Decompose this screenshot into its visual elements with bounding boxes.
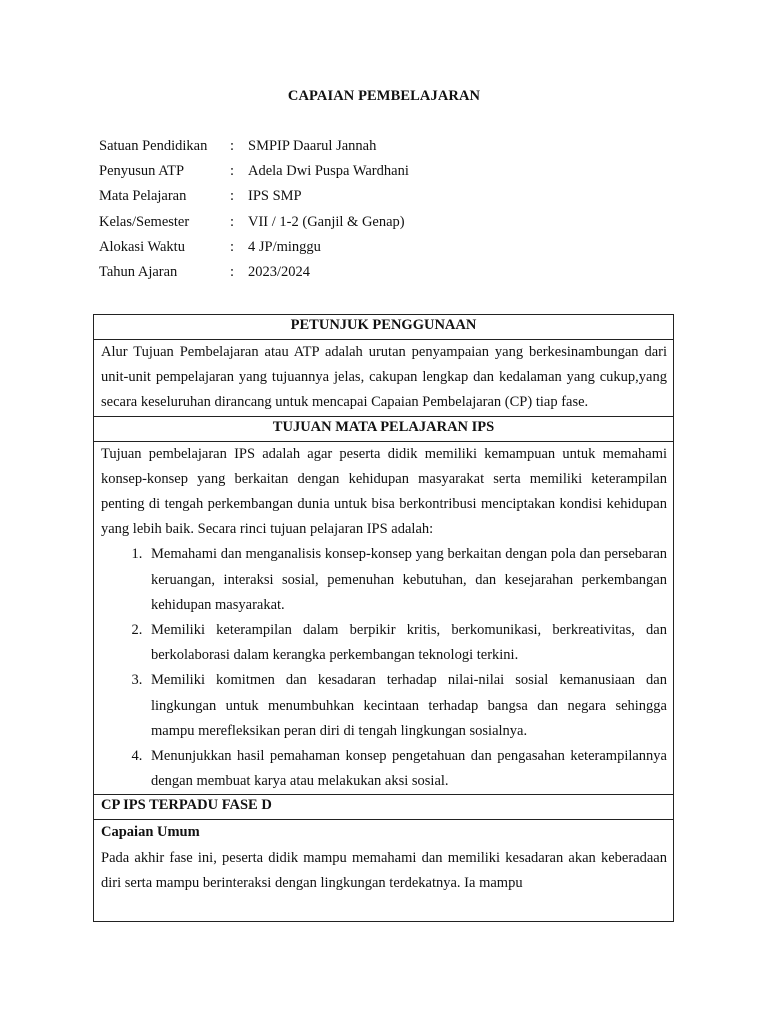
document-title: CAPAIAN PEMBELAJARAN [287, 88, 481, 104]
cp-body [94, 820, 673, 896]
metadata-value: VII / 1-2 (Ganjil & Genap) [248, 213, 405, 230]
tujuan-heading: TUJUAN MATA PELAJARAN IPS [94, 417, 673, 442]
metadata-colon: : [230, 163, 235, 180]
list-item: 3. Memiliki komitmen dan kesadaran terhadap nilai-nilai sosial kemanusiaan dan lingkungan untuk menumbuhkan kecintaan terhadap bangsa dan negara sehingga mampu merefleksikan peran diri di tengah lingkungan sosialnya. [146, 668, 667, 744]
cp-heading: CP IPS TERPADU FASE D [94, 795, 673, 820]
metadata-value: 4 JP/minggu [248, 238, 321, 255]
metadata-colon: : [230, 138, 235, 154]
petunjuk-body [94, 340, 673, 417]
cp-text: Pada akhir fase ini, peserta didik mampu memahami dan memiliki kesadaran akan keberadaan diri serta mampu berinteraksi dengan lingkungan terdekatnya. Ia mampu [101, 849, 667, 891]
tujuan-list [101, 542, 667, 794]
tujuan-intro: Tujuan pembelajaran IPS adalah agar peserta didik memiliki kemampuan untuk memahami konsep-konsep yang berkaitan dengan kehidupan masyarakat serta memiliki keterampilan penting di tengah perkembangan dunia untuk bisa berkontribusi menciptakan kondisi kehidupan yang lebih baik. Secara rinci tujuan pelajaran IPS adalah: [101, 445, 667, 538]
metadata-label: Penyusun ATP [99, 163, 185, 180]
metadata-colon: : [230, 238, 235, 255]
list-item: 4. Menunjukkan hasil pemahaman konsep pengetahuan dan pengasahan keterampilannya dengan membuat karya atau melakukan aksi sosial. [146, 744, 667, 794]
metadata-row [99, 238, 409, 263]
tujuan-body [94, 442, 673, 796]
metadata-list [99, 137, 409, 288]
metadata-row [99, 213, 409, 238]
cp-subheading: Capaian Umum [101, 824, 200, 841]
metadata-row [99, 137, 409, 162]
metadata-label: Kelas/Semester [99, 213, 190, 230]
metadata-value: SMPIP Daarul Jannah [248, 138, 377, 154]
metadata-value: 2023/2024 [248, 263, 311, 280]
metadata-colon: : [230, 188, 235, 205]
metadata-row [99, 187, 409, 212]
list-item: 1. Memahami dan menganalisis konsep-konsep yang berkaitan dengan pola dan persebaran keruangan, interaksi sosial, pemenuhan kebutuhan, dan kesejarahan perkembangan kehidupan masyarakat. [146, 542, 667, 618]
metadata-colon: : [230, 213, 235, 230]
content-table [93, 314, 674, 922]
metadata-value: Adela Dwi Puspa Wardhani [248, 163, 409, 180]
metadata-label: Alokasi Waktu [99, 238, 185, 255]
metadata-row [99, 162, 409, 187]
petunjuk-text: Alur Tujuan Pembelajaran atau ATP adalah urutan penyampaian yang berkesinambungan dari unit-unit pempelajaran yang tujuannya jelas, cakupan lengkap dan kedalaman yang cukup,yang secara keseluruhan dirancang untuk mencapai Capaian Pembelajaran (CP) tiap fase. [101, 344, 667, 411]
metadata-value: IPS SMP [248, 188, 302, 205]
metadata-colon: : [230, 263, 235, 280]
list-item: 2. Memiliki keterampilan dalam berpikir kritis, berkomunikasi, berkreativitas, dan berkolaborasi dalam kerangka perkembangan teknologi terkini. [146, 618, 667, 668]
petunjuk-heading: PETUNJUK PENGGUNAAN [94, 315, 673, 340]
metadata-row [99, 263, 409, 288]
metadata-label: Mata Pelajaran [99, 188, 187, 205]
metadata-label: Satuan Pendidikan [99, 138, 208, 154]
metadata-label: Tahun Ajaran [99, 263, 178, 280]
